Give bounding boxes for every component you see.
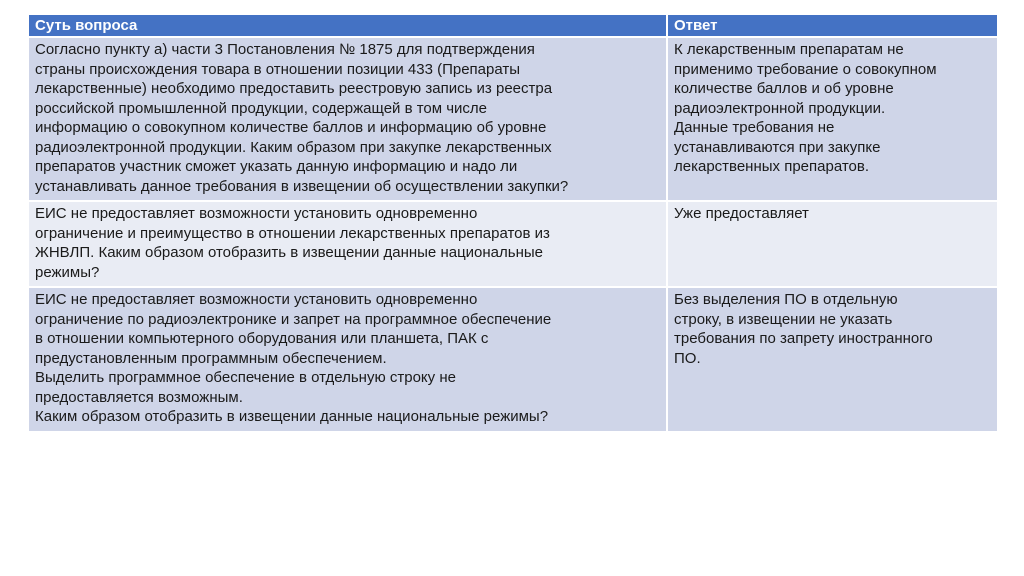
qa-table (29, 15, 997, 431)
header-answer: Ответ (667, 15, 997, 37)
question-cell: ЕИС не предоставляет возможности установить одновременно ограничение и преимущество в отношении лекарственных препаратов из ЖНВЛП. Каким образом отобразить в извещении данные национальные режимы? (29, 201, 667, 287)
question-cell: ЕИС не предоставляет возможности установить одновременно ограничение по радиоэлектронике и запрет на программное обеспечение в отношении компьютерного оборудования или планшета, ПАК с предустановленным программным обеспечением. Выделить программное обеспечение в отдельную строку не предоставляется возможным. Каким образом отобразить в извещении данные национальные режимы? (29, 287, 667, 431)
table-row (29, 201, 997, 287)
answer-cell: Без выделения ПО в отдельную строку, в извещении не указать требования по запрету иностранного ПО. (667, 287, 997, 431)
answer-cell: К лекарственным препаратам не применимо требование о совокупном количестве баллов и об уровне радиоэлектронной продукции. Данные требования не устанавливаются при закупке лекарственных препаратов. (667, 37, 997, 201)
table-row (29, 37, 997, 201)
question-cell: Согласно пункту а) части 3 Постановления № 1875 для подтверждения страны происхождения товара в отношении позиции 433 (Препараты лекарственные) необходимо предоставить реестровую запись из реестра российской промышленной продукции, содержащей в том числе информацию о совокупном количестве баллов и информацию об уровне радиоэлектронной продукции. Каким образом при закупке лекарственных препаратов участник сможет указать данную информацию и надо ли устанавливать данное требования в извещении об осуществлении закупки? (29, 37, 667, 201)
header-question: Суть вопроса (29, 15, 667, 37)
table-body (29, 37, 997, 431)
table-header (29, 15, 997, 37)
table-row (29, 287, 997, 431)
answer-cell: Уже предоставляет (667, 201, 997, 287)
header-row (29, 15, 997, 37)
